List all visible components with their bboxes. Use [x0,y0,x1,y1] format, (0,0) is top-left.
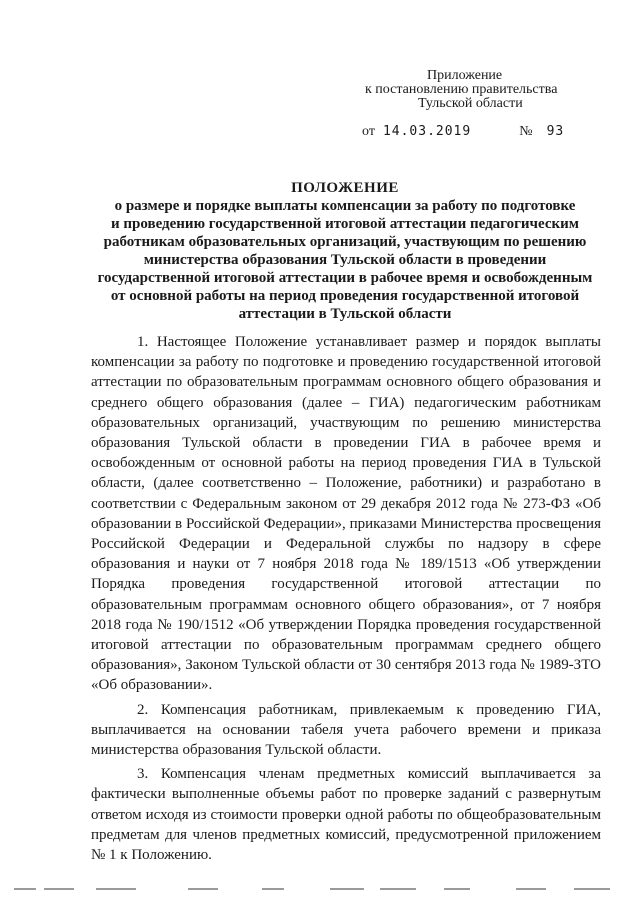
appendix-line-3: Тульской области [418,96,523,111]
document-title [80,179,610,323]
paragraph-2: 2. Компенсация работникам, привлекаемым к проведению ГИА, выплачивается на основании табеля учета рабочего времени и приказа министерства образования Тульской области. [91,701,601,759]
registration-number: 93 [546,124,565,139]
paragraph-1: 1. Настоящее Положение устанавливает размер и порядок выплаты компенсации за работу по подготовке и проведению государственной итоговой аттестации по образовательным программам основного общего образования и среднего общего образования (далее – ГИА) педагогическим работникам образовательных организаций, участвующим по решению министерства образования Тульской области в проведении ГИА в рабочее время и освобожденным от основной работы на период проведения ГИА в Тульской области, (далее соответственно – Положение, работники) и разработано в соответствии с Федеральным законом от 29 декабря 2012 года № 273-ФЗ «Об образовании в Российской Федерации», приказами Министерства просвещения Российской Федерации и Федеральной службы по надзору в сфере образования и науки от 7 ноября 2018 года № 189/1513 «Об утверждении Порядка проведения государственной итоговой аттестации по образовательным программам основного общего образования», от 7 ноября 2018 года № 190/1512 «Об утверждении Порядка проведения государственной итоговой аттестации по образовательным программам среднего общего образования», Законом Тульской области от 30 сентября 2013 года № 1989-ЗТО «Об образовании». [91,334,601,694]
appendix-line-1: Приложение [427,68,503,83]
title-line: государственной итоговой аттестации в рабочее время и освобожденным [97,270,593,286]
number-label: № [519,124,533,139]
from-label: от [362,124,375,139]
document-body [91,332,601,865]
title-line: министерства образования Тульской области в проведении [143,252,547,268]
title-line: о размере и порядке выплаты компенсации за работу по подготовке [114,198,576,214]
title-line: и проведению государственной итоговой аттестации педагогическим [110,216,580,232]
scan-edge-marks [0,888,640,894]
title-line: аттестации в Тульской области [238,306,452,322]
title-heading: ПОЛОЖЕНИЕ [291,180,399,196]
appendix-line-2: к постановлению правительства [365,82,558,97]
title-line: работникам образовательных организаций, участвующим по решению [103,234,587,250]
registration-line [362,124,564,140]
registration-date: 14.03.2019 [382,124,472,139]
paragraph-3: 3. Компенсация членам предметных комиссий выплачивается за фактически выполненные объемы работ по проверке заданий с развернутым ответом исходя из стоимости проверки одной работы по общеобразовательным предметам для членов предметных комиссий, предусмотренной приложением № 1 к Положению. [91,766,601,864]
title-line: от основной работы на период проведения государственной итоговой [110,288,580,304]
appendix-header [365,69,557,111]
